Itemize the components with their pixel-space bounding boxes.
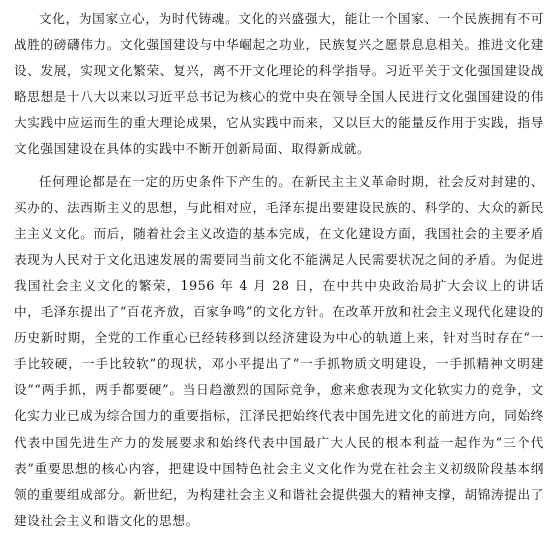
paragraph-1: 文化，为国家立心，为时代铸魂。文化的兴盛强大，能让一个国家、一个民族拥有不可战胜的磅礴伟力。文化强国建设与中华崛起之功业，民族复兴之愿景息息相关。推进文化建设、发展，实现文化繁荣、复兴，离不开文化理论的科学指导。习近平关于文化强国建设战略思想是十八大以来以习近平总书记为核心的党中央在领导全国人民进行文化强国建设的伟大实践中应运而生的重大理论成果，它从实践中而来，又以巨大的能量反作用于实践，指导文化强国建设在具体的实践中不断开创新局面、取得新成就。 bbox=[14, 11, 544, 157]
paragraph-2: 任何理论都是在一定的历史条件下产生的。在新民主主义革命时期，社会反对封建的、买办的、法西斯主义的思想，与此相对应，毛泽东提出要建设民族的、科学的、大众的新民主主义文化。而后，随着社会主义改造的基本完成，在文化建设方面，我国社会的主要矛盾表现为人民对于文化迅速发展的需要同当前文化不能满足人民需要状况之间的矛盾。为促进我国社会主义文化的繁荣，1956 年 4 月 28 日，在中共中央政治局扩大会议上的讲话中，毛泽东提出了“百花齐放，百家争鸣”的文化方针。在改革开放和社会主义现代化建设的历史新时期，全党的工作重心已经转移到以经济建设为中心的轨道上来，针对当时存在“一手比较硬，一手比较软”的现状，邓小平提出了“一手抓物质文明建设，一手抓精神文明建设”“两手抓，两手都要硬”。当日趋激烈的国际竞争，愈来愈表现为文化软实力的竞争，文化实力业已成为综合国力的重要指标，江泽民把始终代表中国先进文化的前进方向，同始终代表中国先进生产力的发展要求和始终代表中国最广大人民的根本利益一起作为“三个代表”重要思想的核心内容，把建设中国特色社会主义文化作为党在社会主义初级阶段基本纲领的重要组成部分。新世纪，为构建社会主义和谐社会提供强大的精神支撑，胡锦涛提出了建设社会主义和谐文化的思想。 bbox=[14, 173, 544, 528]
